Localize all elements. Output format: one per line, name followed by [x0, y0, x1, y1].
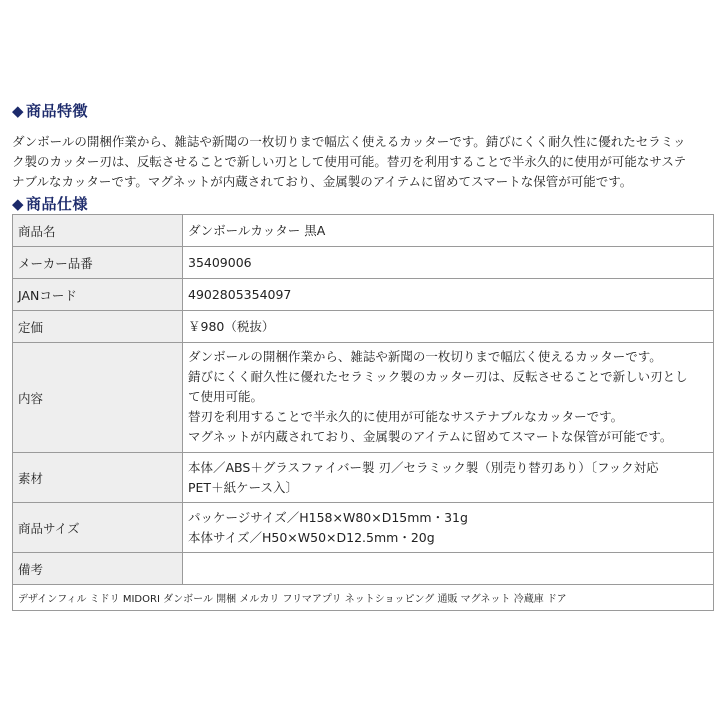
spec-label: 内容	[13, 343, 183, 453]
spec-value	[183, 311, 714, 343]
spec-value	[183, 453, 714, 503]
spec-value-line: PET＋紙ケース入〕	[188, 479, 298, 495]
spec-value-line: パッケージサイズ／H158×W80×D15mm・31g	[188, 509, 468, 525]
spec-value-line: ダンボールの開梱作業から、雑誌や新聞の一枚切りまで幅広く使えるカッターです。	[188, 349, 662, 364]
spec-value-line: 本体／ABS＋グラスファイバー製 刃／セラミック製（別売り替刃あり）〔フック対応	[188, 459, 659, 475]
spec-table	[12, 214, 714, 611]
spec-value-line: て使用可能。	[188, 389, 264, 404]
spec-value-line: ダンボールカッター 黒A	[188, 222, 326, 238]
table-row	[13, 247, 714, 279]
spec-label: 素材	[13, 453, 183, 503]
spec-label: メーカー品番	[13, 247, 183, 279]
description-line: ク製のカッター刃は、反転させることで新しい刃として使用可能。替刃を利用することで半永久的に使用が可能なサステ	[12, 154, 687, 169]
spec-label: 定価	[13, 311, 183, 343]
description-line: ダンボールの開梱作業から、雑誌や新聞の一枚切りまで幅広く使えるカッターです。錆びにくく耐久性に優れたセラミッ	[12, 134, 686, 149]
table-row	[13, 215, 714, 247]
spec-value-line: 4902805354097	[188, 286, 292, 302]
spec-value-line: 本体サイズ／H50×W50×D12.5mm・20g	[188, 529, 435, 545]
spec-label: JANコード	[13, 279, 183, 311]
features-heading	[12, 100, 88, 121]
diamond-bullet-icon: ◆	[12, 102, 25, 120]
description-line: ナブルなカッターです。マグネットが内蔵されており、金属製のアイテムに留めてスマートな保管が可能です。	[12, 174, 633, 189]
spec-heading-text: 商品仕様	[26, 195, 89, 213]
spec-value-line: 錆びにくく耐久性に優れたセラミック製のカッター刃は、反転させることで新しい刃とし	[188, 369, 688, 384]
spec-value	[183, 553, 714, 585]
table-row	[13, 311, 714, 343]
table-row	[13, 279, 714, 311]
diamond-bullet-icon: ◆	[12, 195, 25, 213]
features-description	[12, 132, 714, 192]
spec-value	[183, 215, 714, 247]
features-heading-text: 商品特徴	[26, 102, 89, 120]
table-row	[13, 453, 714, 503]
table-row	[13, 343, 714, 453]
spec-value-line: マグネットが内蔵されており、金属製のアイテムに留めてスマートな保管が可能です。	[188, 429, 673, 444]
spec-value	[183, 279, 714, 311]
spec-value-line: ￥980（税抜）	[188, 318, 275, 334]
spec-value-line: 35409006	[188, 254, 252, 270]
spec-value	[183, 503, 714, 553]
table-row	[13, 585, 714, 611]
spec-label: 備考	[13, 553, 183, 585]
table-row	[13, 553, 714, 585]
keyword-tags: デザインフィル ミドリ MIDORI ダンボール 開梱 メルカリ フリマアプリ ネットショッピング 通販 マグネット 冷蔵庫 ドア	[13, 585, 714, 611]
spec-value	[183, 343, 714, 453]
table-row	[13, 503, 714, 553]
spec-heading	[12, 193, 88, 214]
spec-label: 商品名	[13, 215, 183, 247]
spec-value	[183, 247, 714, 279]
spec-value-line: 替刃を利用することで半永久的に使用が可能なサステナブルなカッターです。	[188, 409, 624, 424]
spec-label: 商品サイズ	[13, 503, 183, 553]
